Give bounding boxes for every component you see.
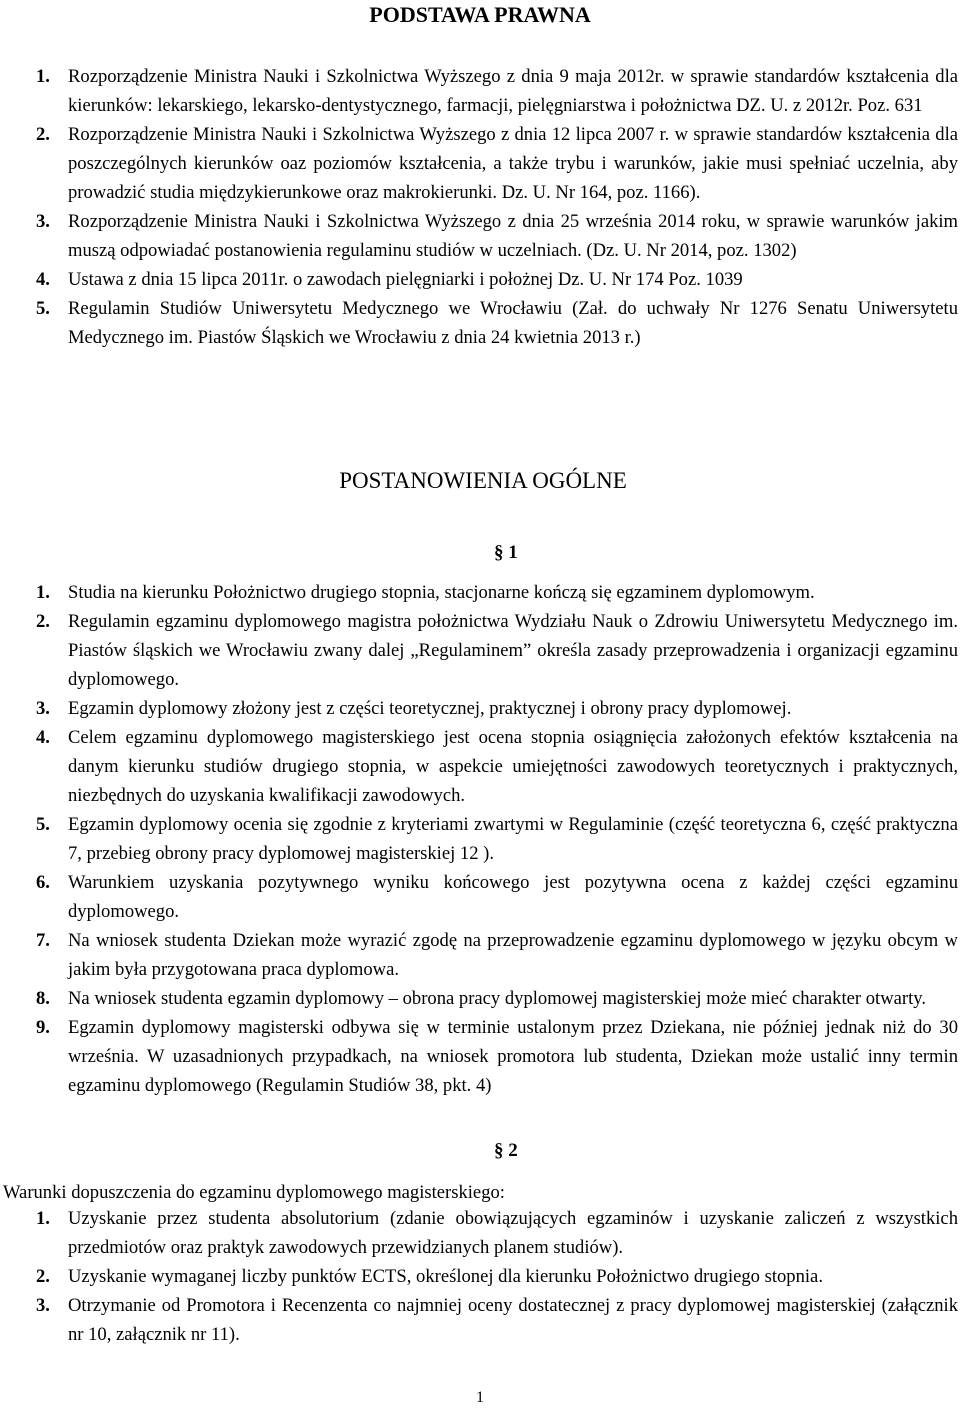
section-mark-2 <box>494 1136 518 1165</box>
section-mark-1 <box>494 538 518 567</box>
item-number: 9. <box>36 1017 50 1038</box>
item-number: 3. <box>36 211 50 232</box>
item-number: 5. <box>36 814 50 835</box>
item-text: Celem egzaminu dyplomowego magisterskiego jest ocena stopnia osiągnięcia założonych efektów kształcenia na danym kierunku studiów drugiego stopnia, w aspekcie umiejętności zawodowych teoretycznych i praktycznych, niezbędnych do uzyskania kwalifikacji zawodowych. <box>68 727 958 806</box>
list-item <box>0 62 960 120</box>
item-number: 8. <box>36 988 50 1009</box>
item-text: Otrzymanie od Promotora i Recenzenta co najmniej oceny dostatecznej z pracy dyplomowej magisterskiej (załącznik nr 10, załącznik nr 11). <box>68 1295 958 1345</box>
item-number: 6. <box>36 872 50 893</box>
item-text: Regulamin Studiów Uniwersytetu Medycznego we Wrocławiu (Zał. do uchwały Nr 1276 Senatu Uniwersytetu Medycznego im. Piastów Śląskich we Wrocławiu z dnia 24 kwietnia 2013 r.) <box>68 298 958 348</box>
list-item <box>0 1291 960 1349</box>
item-number: 1. <box>36 1208 50 1229</box>
item-number: 1. <box>36 582 50 603</box>
item-number: 7. <box>36 930 50 951</box>
item-text: Uzyskanie wymaganej liczby punktów ECTS, określonej dla kierunku Położnictwo drugiego stopnia. <box>68 1266 823 1287</box>
list-item <box>0 120 960 207</box>
item-text: Regulamin egzaminu dyplomowego magistra położnictwa Wydziału Nauk o Zdrowiu Uniwersytetu Medycznego im. Piastów śląskich we Wrocławiu zwany dalej „Regulaminem” określa zasady przeprowadzenia i organizacji egzaminu dyplomowego. <box>68 611 958 690</box>
item-number: 4. <box>36 269 50 290</box>
list-item <box>0 607 960 694</box>
list-item <box>0 1204 960 1262</box>
section-number: 1 <box>508 542 518 563</box>
page-number: 1 <box>476 1389 484 1406</box>
item-text: Na wniosek studenta egzamin dyplomowy – obrona pracy dyplomowej magisterskiej może mieć charakter otwarty. <box>68 988 926 1009</box>
item-number: 1. <box>36 66 50 87</box>
item-number: 3. <box>36 1295 50 1316</box>
general-provisions-heading: POSTANOWIENIA OGÓLNE <box>339 468 627 493</box>
item-text: Warunkiem uzyskania pozytywnego wyniku końcowego jest pozytywna ocena z każdej części egzaminu dyplomowego. <box>68 872 958 922</box>
list-item <box>0 1262 960 1291</box>
list-item <box>0 207 960 265</box>
list-item <box>0 926 960 984</box>
list-item <box>0 694 960 723</box>
item-number: 5. <box>36 298 50 319</box>
list-item <box>0 578 960 607</box>
item-text: Ustawa z dnia 15 lipca 2011r. o zawodach pielęgniarki i położnej Dz. U. Nr 174 Poz. 1039 <box>68 269 743 290</box>
item-text: Rozporządzenie Ministra Nauki i Szkolnictwa Wyższego z dnia 9 maja 2012r. w sprawie standardów kształcenia dla kierunków: lekarskiego, lekarsko-dentystycznego, farmacji, pielęgniarstwa i położnictwa DZ. U. z 2012r. Poz. 631 <box>68 66 958 116</box>
list-item <box>0 723 960 810</box>
item-text: Egzamin dyplomowy ocenia się zgodnie z kryteriami zwartymi w Regulaminie (część teoretyczna 6, część praktyczna 7, przebieg obrony pracy dyplomowej magisterskiej 12 ). <box>68 814 958 864</box>
item-text: Rozporządzenie Ministra Nauki i Szkolnictwa Wyższego z dnia 12 lipca 2007 r. w sprawie standardów kształcenia dla poszczególnych kierunków oaz poziomów kształcenia, a także trybu i warunków, jakie musi spełniać uczelnia, aby prowadzić studia międzykierunkowe oraz makrokierunki. Dz. U. Nr 164, poz. 1166). <box>68 124 958 203</box>
item-number: 3. <box>36 698 50 719</box>
list-item <box>0 868 960 926</box>
item-text: Egzamin dyplomowy magisterski odbywa się w terminie ustalonym przez Dziekana, nie później jednak niż do 30 września. W uzasadnionych przypadkach, na wniosek promotora lub studenta, Dziekan może ustalić inny termin egzaminu dyplomowego (Regulamin Studiów 38, pkt. 4) <box>68 1017 958 1096</box>
item-number: 2. <box>36 611 50 632</box>
section-symbol-icon: § <box>494 542 504 563</box>
section-symbol-icon: § <box>494 1140 504 1161</box>
item-number: 4. <box>36 727 50 748</box>
item-text: Uzyskanie przez studenta absolutorium (zdanie obowiązujących egzaminów i uzyskanie zaliczeń z wszystkich przedmiotów oraz praktyk zawodowych przewidzianych planem studiów). <box>68 1208 958 1258</box>
admission-conditions-list <box>0 1204 960 1349</box>
admission-conditions-intro: Warunki dopuszczenia do egzaminu dyplomowego magisterskiego: <box>3 1182 505 1203</box>
item-text: Egzamin dyplomowy złożony jest z części teoretycznej, praktycznej i obrony pracy dyplomowej. <box>68 698 792 719</box>
section-number: 2 <box>508 1140 518 1161</box>
document-title: PODSTAWA PRAWNA <box>369 2 591 27</box>
legal-basis-list <box>0 62 960 352</box>
item-text: Rozporządzenie Ministra Nauki i Szkolnictwa Wyższego z dnia 25 września 2014 roku, w sprawie warunków jakim muszą odpowiadać postanowienia regulaminu studiów w uczelniach. (Dz. U. Nr 2014, poz. 1302) <box>68 211 958 261</box>
list-item <box>0 1013 960 1100</box>
list-item <box>0 265 960 294</box>
item-text: Na wniosek studenta Dziekan może wyrazić zgodę na przeprowadzenie egzaminu dyplomowego w języku obcym w jakim była przygotowana praca dyplomowa. <box>68 930 958 980</box>
list-item <box>0 810 960 868</box>
list-item <box>0 294 960 352</box>
list-item <box>0 984 960 1013</box>
item-number: 2. <box>36 124 50 145</box>
item-number: 2. <box>36 1266 50 1287</box>
general-provisions-list <box>0 578 960 1100</box>
item-text: Studia na kierunku Położnictwo drugiego stopnia, stacjonarne kończą się egzaminem dyplomowym. <box>68 582 815 603</box>
